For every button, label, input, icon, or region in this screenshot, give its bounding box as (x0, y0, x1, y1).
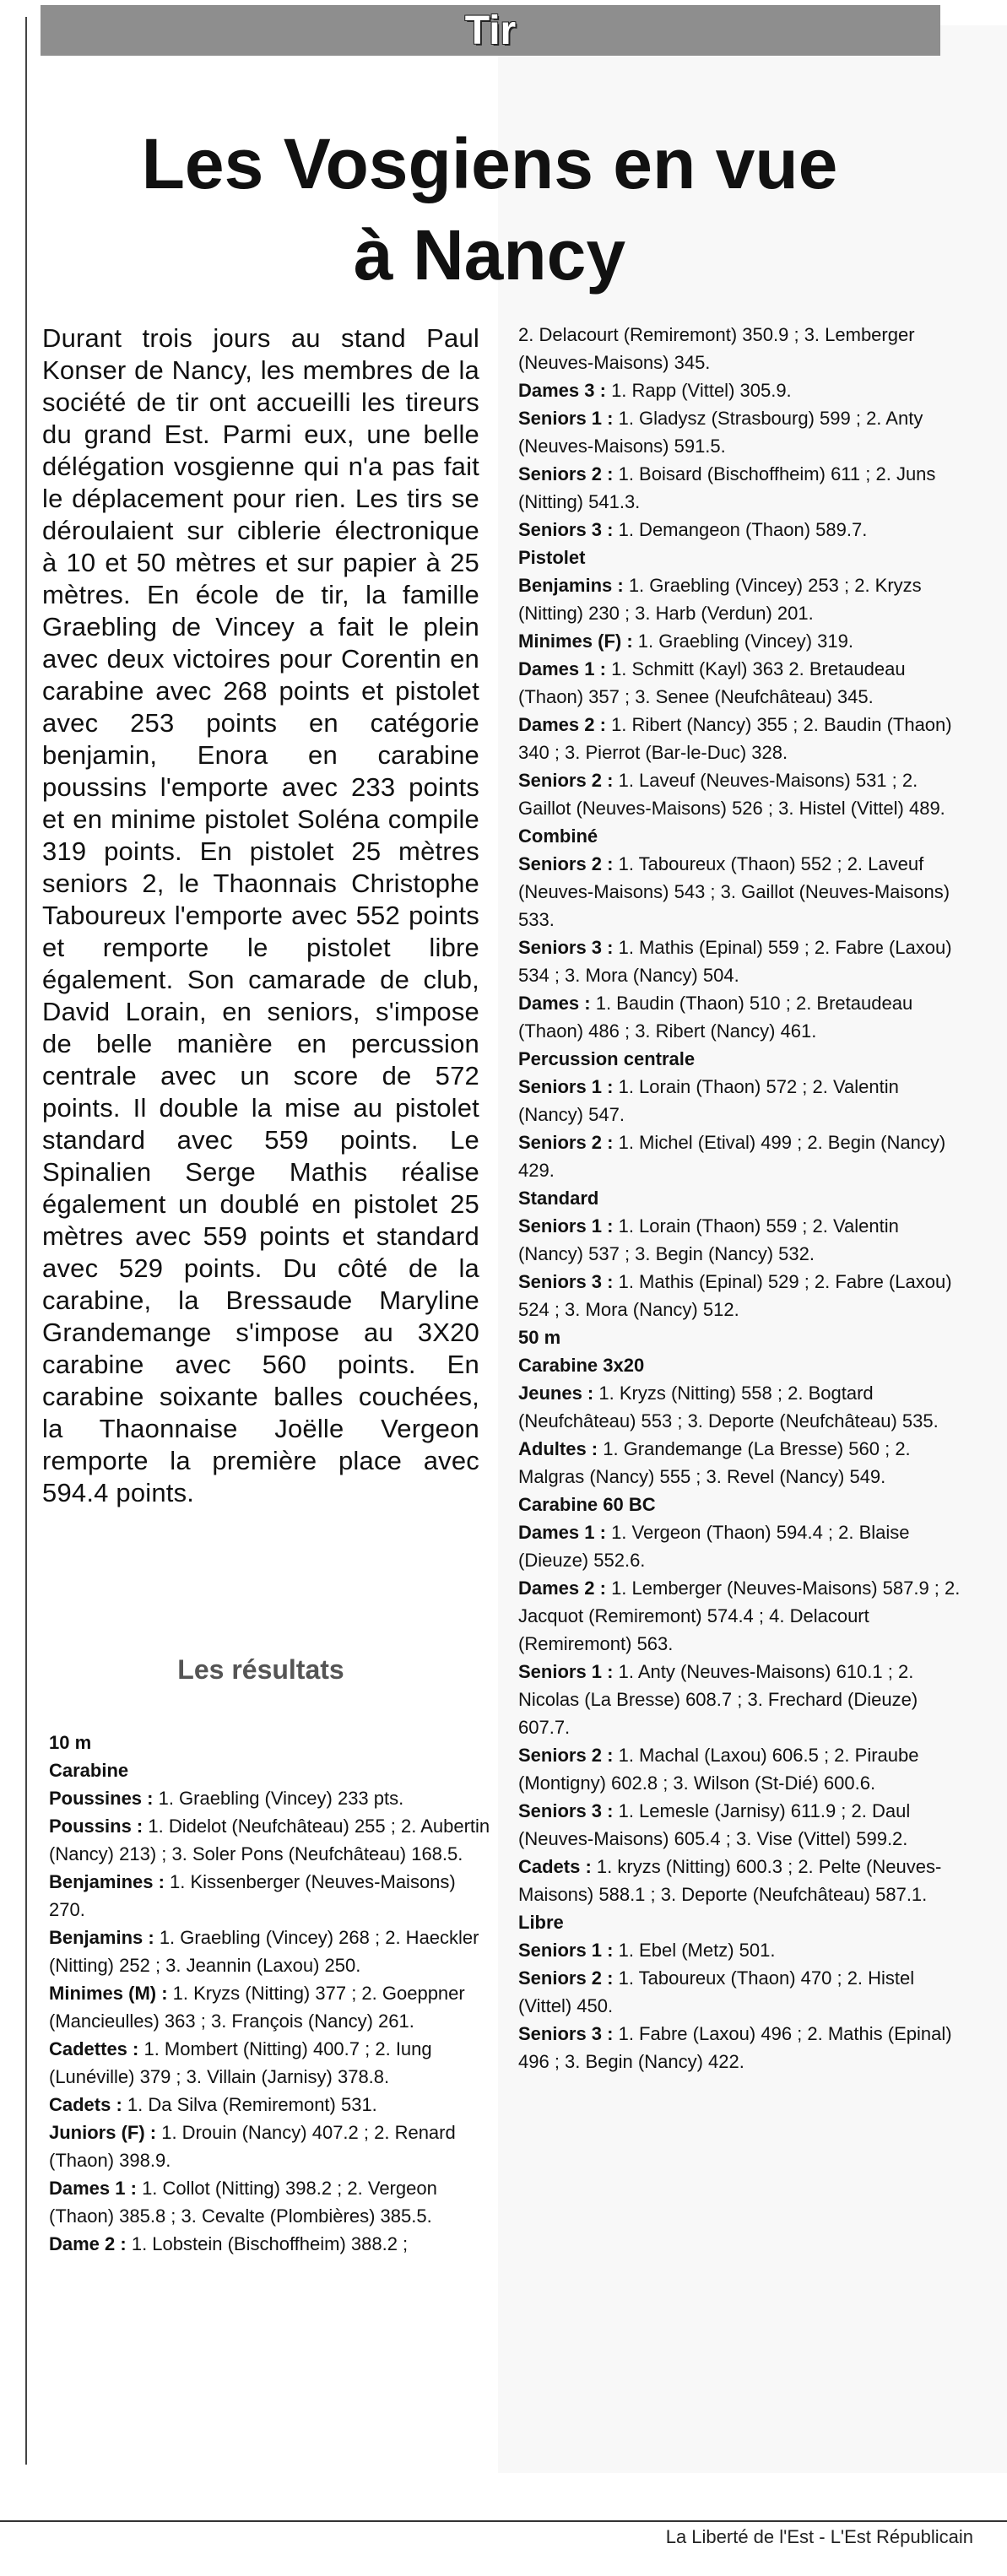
result-category: Dames 3 : (518, 380, 606, 401)
result-entry (518, 1518, 962, 1574)
result-text: 1. Graebling (Vincey) 268 ; 2. Haeckler (Nitting) 252 ; 3. Jeannin (Laxou) 250. (49, 1927, 479, 1976)
results-column-left (49, 1729, 493, 2258)
result-entry (49, 1784, 493, 1812)
result-category: Seniors 1 : (518, 408, 614, 429)
result-category: Adultes : (518, 1438, 598, 1459)
result-entry (49, 2230, 493, 2258)
result-category: Seniors 2 : (518, 770, 614, 791)
result-entry (518, 516, 962, 544)
result-text: 1. Schmitt (Kayl) 363 2. Bretaudeau (Thaon) 357 ; 3. Senee (Neufchâteau) 345. (518, 658, 906, 707)
result-entry (49, 1924, 493, 1979)
result-category: Dames 1 : (518, 1522, 606, 1543)
result-category: Minimes (M) : (49, 1983, 168, 2004)
result-section-heading (49, 1729, 493, 1756)
result-entry (518, 934, 962, 989)
result-entry (518, 1964, 962, 2020)
section-label: Tir (464, 8, 517, 53)
result-entry (518, 1379, 962, 1435)
result-entry (49, 2174, 493, 2230)
footer-source: La Liberté de l'Est - L'Est Républicain (665, 2526, 973, 2547)
result-section-heading (518, 1491, 962, 1518)
result-entry (518, 850, 962, 934)
footer-rule (0, 2520, 1007, 2522)
result-entry (518, 655, 962, 711)
result-text: 1. Ebel (Metz) 501. (613, 1940, 776, 1961)
result-section-heading (518, 1045, 962, 1073)
result-text: 1. Didelot (Neufchâteau) 255 ; 2. Aubertin (Nancy) 213) ; 3. Soler Pons (Neufchâteau) 168.5. (49, 1816, 490, 1864)
result-section-heading (49, 1756, 493, 1784)
result-text: 1. Graebling (Vincey) 253 ; 2. Kryzs (Nitting) 230 ; 3. Harb (Verdun) 201. (518, 575, 922, 624)
result-text: 1. Anty (Neuves-Maisons) 610.1 ; 2. Nicolas (La Bresse) 608.7 ; 3. Frechard (Dieuze) 607.7. (518, 1661, 918, 1738)
result-section-heading (518, 1908, 962, 1936)
result-category: Seniors 2 : (518, 853, 614, 874)
result-text: 1. Taboureux (Thaon) 470 ; 2. Histel (Vittel) 450. (518, 1967, 915, 2016)
result-text: 1. Kissenberger (Neuves-Maisons) 270. (49, 1871, 456, 1920)
result-section-heading (518, 1184, 962, 1212)
result-text: 1. Kryzs (Nitting) 558 ; 2. Bogtard (Neufchâteau) 553 ; 3. Deporte (Neufchâteau) 535. (518, 1383, 939, 1431)
result-category: Benjamins : (518, 575, 624, 596)
result-entry (518, 2020, 962, 2075)
result-text: 1. Gladysz (Strasbourg) 599 ; 2. Anty (Neuves-Maisons) 591.5. (518, 408, 923, 457)
result-category: Seniors 3 : (518, 1271, 614, 1292)
result-entry (49, 2119, 493, 2174)
result-text: 1. Rapp (Vittel) 305.9. (605, 380, 792, 401)
result-category: Seniors 2 : (518, 1132, 614, 1153)
result-entry (518, 1853, 962, 1908)
result-category: Seniors 1 : (518, 1661, 614, 1682)
result-category: Seniors 1 : (518, 1940, 614, 1961)
result-category: Dames 1 : (518, 658, 606, 679)
result-entry (49, 1868, 493, 1924)
result-category: Cadettes : (49, 2038, 139, 2059)
result-section-heading (518, 822, 962, 850)
result-category: Minimes (F) : (518, 630, 633, 652)
result-category: Poussines : (49, 1788, 154, 1809)
section-header (41, 5, 940, 56)
result-text: 1. Laveuf (Neuves-Maisons) 531 ; 2. Gaillot (Neuves-Maisons) 526 ; 3. Histel (Vittel) 489. (518, 770, 945, 819)
result-category: Standard (518, 1188, 599, 1209)
result-text: 1. Mathis (Epinal) 559 ; 2. Fabre (Laxou) 534 ; 3. Mora (Nancy) 504. (518, 937, 952, 986)
result-text: 1. Grandemange (La Bresse) 560 ; 2. Malgras (Nancy) 555 ; 3. Revel (Nancy) 549. (518, 1438, 911, 1487)
result-text: 1. Michel (Etival) 499 ; 2. Begin (Nancy) 429. (518, 1132, 946, 1181)
result-category: Cadets : (518, 1856, 592, 1877)
result-entry (518, 460, 962, 516)
result-category: Dames 2 : (518, 714, 606, 735)
result-text: 1. Demangeon (Thaon) 589.7. (613, 519, 868, 540)
result-entry (518, 1797, 962, 1853)
result-entry (518, 627, 962, 655)
result-category: Benjamins : (49, 1927, 154, 1948)
result-category: Benjamines : (49, 1871, 165, 1892)
result-category: Seniors 2 : (518, 1745, 614, 1766)
result-entry (518, 404, 962, 460)
result-entry (518, 1658, 962, 1741)
result-text: 1. Boisard (Bischoffheim) 611 ; 2. Juns (Nitting) 541.3. (518, 463, 936, 512)
result-entry (49, 1812, 493, 1868)
result-category: Carabine 3x20 (518, 1355, 645, 1376)
result-entry (49, 1979, 493, 2035)
headline-line-1: Les Vosgiens en vue (141, 124, 838, 203)
result-text: 1. Taboureux (Thaon) 552 ; 2. Laveuf (Neuves-Maisons) 543 ; 3. Gaillot (Neuves-Maisons) 533. (518, 853, 950, 930)
result-text: 1. Fabre (Laxou) 496 ; 2. Mathis (Epinal) 496 ; 3. Begin (Nancy) 422. (518, 2023, 952, 2072)
result-category: Juniors (F) : (49, 2122, 157, 2143)
result-category: Combiné (518, 825, 598, 847)
result-entry (518, 571, 962, 627)
result-text: 1. Lorain (Thaon) 572 ; 2. Valentin (Nancy) 547. (518, 1076, 899, 1125)
result-entry (518, 1435, 962, 1491)
results-heading: Les résultats (177, 1654, 344, 1685)
result-entry (518, 989, 962, 1045)
result-category: Seniors 1 : (518, 1215, 614, 1237)
result-entry (49, 2035, 493, 2091)
result-category: Carabine 60 BC (518, 1494, 656, 1515)
result-category: Carabine (49, 1760, 129, 1781)
result-text: 2. Delacourt (Remiremont) 350.9 ; 3. Lemberger (Neuves-Maisons) 345. (518, 324, 915, 373)
result-text: 1. Ribert (Nancy) 355 ; 2. Baudin (Thaon) 340 ; 3. Pierrot (Bar-le-Duc) 328. (518, 714, 952, 763)
result-entry (518, 711, 962, 766)
result-text: 1. Lobstein (Bischoffheim) 388.2 ; (126, 2233, 409, 2254)
result-text: 1. Da Silva (Remiremont) 531. (122, 2094, 377, 2115)
result-category: Percussion centrale (518, 1048, 696, 1069)
result-category: 50 m (518, 1327, 561, 1348)
result-text: 1. Collot (Nitting) 398.2 ; 2. Vergeon (Thaon) 385.8 ; 3. Cevalte (Plombières) 385.5. (49, 2178, 437, 2227)
result-section-heading (518, 1351, 962, 1379)
result-category: Seniors 3 : (518, 519, 614, 540)
result-category: Jeunes : (518, 1383, 594, 1404)
result-category: 10 m (49, 1732, 92, 1753)
result-text: 1. Lemberger (Neuves-Maisons) 587.9 ; 2. Jacquot (Remiremont) 574.4 ; 4. Delacourt (Remiremont) 563. (518, 1578, 961, 1654)
result-category: Seniors 3 : (518, 937, 614, 958)
column-rule (25, 17, 27, 2465)
result-category: Dames 2 : (518, 1578, 606, 1599)
result-text: 1. Mathis (Epinal) 529 ; 2. Fabre (Laxou) 524 ; 3. Mora (Nancy) 512. (518, 1271, 952, 1320)
result-category: Libre (518, 1912, 564, 1933)
result-entry (49, 2091, 493, 2119)
result-entry (518, 1268, 962, 1323)
article-headline (51, 118, 928, 300)
result-category: Seniors 2 : (518, 1967, 614, 1989)
result-category: Poussins : (49, 1816, 143, 1837)
result-text: 1. Machal (Laxou) 606.5 ; 2. Piraube (Montigny) 602.8 ; 3. Wilson (St-Dié) 600.6. (518, 1745, 919, 1794)
result-text: 1. Graebling (Vincey) 319. (632, 630, 853, 652)
article-lead: Durant trois jours au stand Paul Konser de Nancy, les membres de la société de tir ont accueilli les tireurs du grand Est. Parmi eux, une belle délégation vosgienne qui n'a pas fait le déplacement pour rien. Les tirs se déroulaient sur ciblerie électronique à 10 et 50 mètres et sur papier à 25 mètres. En école de tir, la famille Graebling de Vincey a fait le plein avec deux victoires pour Corentin en carabine avec 268 points et pistolet avec 253 points en catégorie benjamin, Enora en carabine poussins l'emporte avec 233 points et en minime pistolet Soléna compile 319 points. En pistolet 25 mètres seniors 2, le Thaonnais Christophe Taboureux l'emporte avec 552 points et remporte le pistolet libre également. Son camarade de club, David Lorain, en seniors, s'impose de belle manière en percussion centrale avec un score de 572 points. Il double la mise au pistolet standard avec 559 points. Le Spinalien Serge Mathis réalise également un doublé en pistolet 25 mètres avec 559 points et standard avec 529 points. Du côté de la carabine, la Bressaude Maryline Grandemange s'impose au 3X20 carabine avec 560 points. En carabine soixante balles couchées, la Thaonnaise Joëlle Vergeon remporte la première place avec 594.4 points. (42, 323, 479, 1507)
result-text: 1. Baudin (Thaon) 510 ; 2. Bretaudeau (Thaon) 486 ; 3. Ribert (Nancy) 461. (518, 993, 913, 1042)
result-entry (518, 1574, 962, 1658)
result-text: 1. Mombert (Nitting) 400.7 ; 2. Iung (Lunéville) 379 ; 3. Villain (Jarnisy) 378.8. (49, 2038, 432, 2087)
result-category: Cadets : (49, 2094, 122, 2115)
result-text: 1. Lemesle (Jarnisy) 611.9 ; 2. Daul (Neuves-Maisons) 605.4 ; 3. Vise (Vittel) 599.2. (518, 1800, 911, 1849)
result-category: Seniors 2 : (518, 463, 614, 484)
result-category: Dame 2 : (49, 2233, 127, 2254)
result-text: 1. Lorain (Thaon) 559 ; 2. Valentin (Nancy) 537 ; 3. Begin (Nancy) 532. (518, 1215, 899, 1264)
headline-line-2: à Nancy (353, 215, 626, 295)
result-category: Dames 1 : (49, 2178, 137, 2199)
result-entry (518, 1073, 962, 1128)
result-text: 1. kryzs (Nitting) 600.3 ; 2. Pelte (Neuves-Maisons) 588.1 ; 3. Deporte (Neufchâteau) 587.1. (518, 1856, 942, 1905)
results-column-right (518, 321, 962, 2075)
result-category: Pistolet (518, 547, 586, 568)
result-entry (518, 1128, 962, 1184)
result-category: Dames : (518, 993, 591, 1014)
result-entry (518, 1741, 962, 1797)
result-category: Seniors 3 : (518, 1800, 614, 1821)
result-entry (518, 321, 962, 376)
result-entry (518, 376, 962, 404)
result-category: Seniors 3 : (518, 2023, 614, 2044)
result-entry (518, 766, 962, 822)
result-entry (518, 1212, 962, 1268)
result-text: 1. Vergeon (Thaon) 594.4 ; 2. Blaise (Dieuze) 552.6. (518, 1522, 910, 1571)
result-section-heading (518, 544, 962, 571)
result-text: 1. Drouin (Nancy) 407.2 ; 2. Renard (Thaon) 398.9. (49, 2122, 456, 2171)
result-entry (518, 1936, 962, 1964)
result-text: 1. Graebling (Vincey) 233 pts. (153, 1788, 404, 1809)
result-text: 1. Kryzs (Nitting) 377 ; 2. Goeppner (Mancieulles) 363 ; 3. François (Nancy) 261. (49, 1983, 465, 2032)
result-category: Seniors 1 : (518, 1076, 614, 1097)
result-section-heading (518, 1323, 962, 1351)
